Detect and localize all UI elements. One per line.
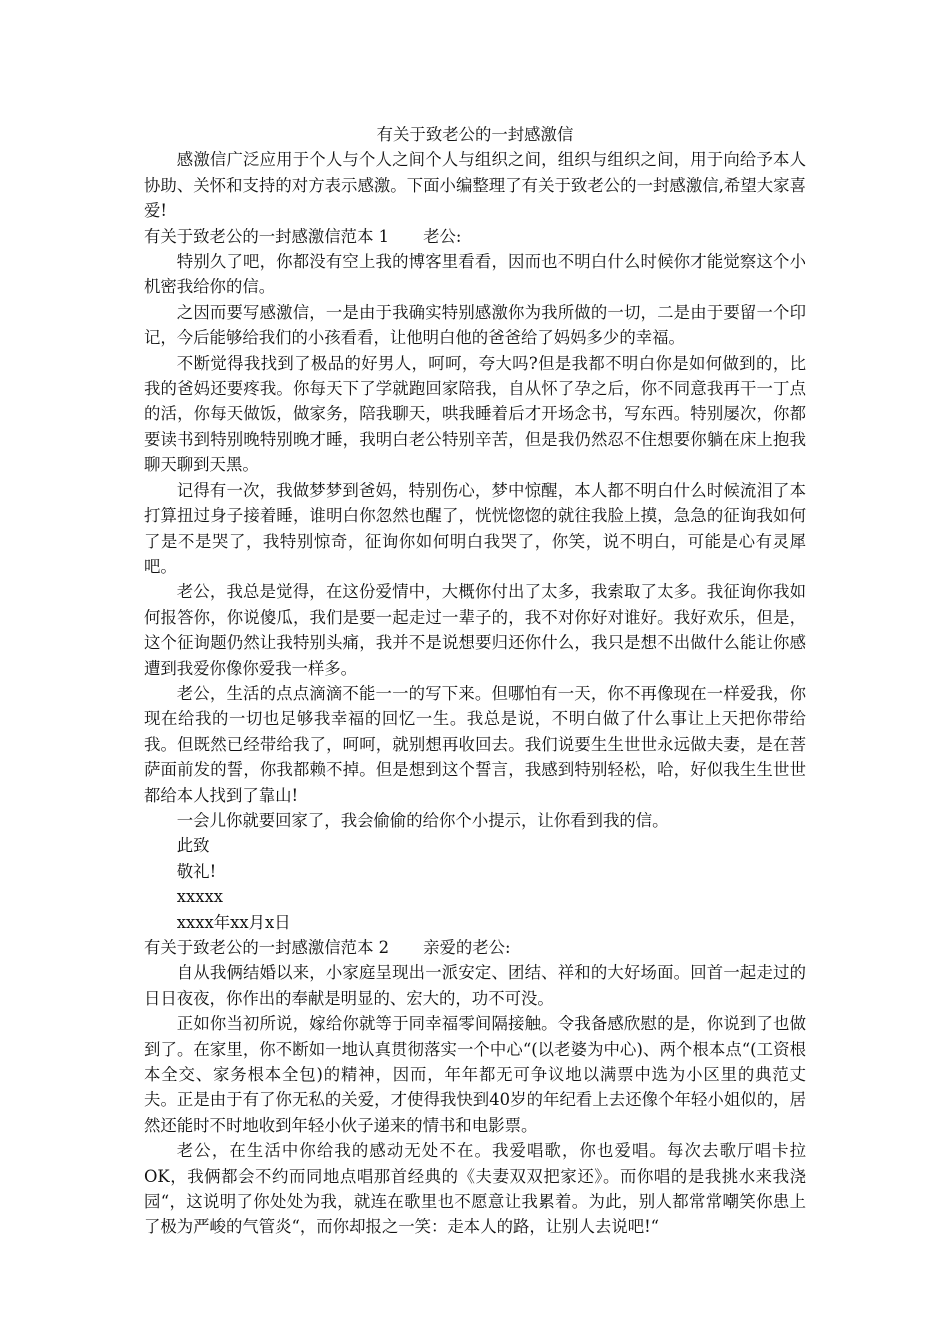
letter-date: xxxx年xx月x日	[176, 912, 291, 932]
sample-1-paragraph: 老公，生活的点点滴滴不能一一的写下来。但哪怕有一天，你不再像现在一样爱我，你现在给我的一切也足够我幸福的回忆一生。我总是说，不明白做了什么事让上天把你带给我。但既然已经带给我了，呵呵，就别想再收回去。我们说要生生世世永远做夫妻，是在菩萨面前发的誓，你我都赖不掉。但是想到这个誓言，我感到特别轻松，哈，好似我生生世世都给本人找到了靠山!	[144, 683, 806, 805]
signature: xxxxx	[176, 887, 224, 907]
sample-1-heading	[144, 224, 806, 249]
sample-2-heading-text: 有关于致老公的一封感激信范本 2	[144, 938, 390, 957]
intro-paragraph: 感激信广泛应用于个人与个人之间个人与组织之间，组织与组织之间，用于向给予本人协助、关怀和支持的对方表示感激。下面小编整理了有关于致老公的一封感激信,希望大家喜爱!	[144, 150, 806, 221]
sample-1-paragraph: 之因而要写感激信，一是由于我确实特别感激你为我所做的一切，二是由于要留一个印记，今后能够给我们的小孩看看，让他明白他的爸爸给了妈妈多少的幸福。	[144, 302, 806, 348]
sample-1-section	[144, 224, 806, 935]
sample-1-salutation: 老公:	[423, 226, 462, 246]
sample-1-paragraph: 一会儿你就要回家了，我会偷偷的给你个小提示，让你看到我的信。	[176, 810, 669, 830]
sample-2-paragraph: 正如你当初所说，嫁给你就等于同幸福零间隔接触。令我备感欣慰的是，你说到了也做到了。在家里，你不断如一地认真贯彻落实一个中心“(以老婆为中心)、两个根本点“(工资根本全交、家务根本全包)的精神，因而，年年都无可争议地以满票中选为小区里的典范丈夫。正是由于有了你无私的关爱，才使得我快到40岁的年纪看上去还像个年轻小姐似的，居然还能时不时地收到年轻小伙子递来的情书和电影票。	[144, 1014, 806, 1135]
sample-2-salutation: 亲爱的老公:	[423, 938, 511, 957]
sample-2-paragraph: 老公，在生活中你给我的感动无处不在。我爱唱歌，你也爱唱。每次去歌厅唱卡拉OK，我俩都会不约而同地点唱那首经典的《夫妻双双把家还》。而你唱的是我挑水来我浇园“，这说明了你处处为我，就连在歌里也不愿意让我累着。为此，别人都常常嘲笑你患上了极为严峻的气管炎“，而你却报之一笑：走本人的路，让别人去说吧!“	[144, 1141, 806, 1237]
sample-2-paragraph: 自从我俩结婚以来，小家庭呈现出一派安定、团结、祥和的大好场面。回首一起走过的日日夜夜，你作出的奉献是明显的、宏大的，功不可没。	[144, 963, 806, 1008]
closing-salute: 敬礼!	[176, 861, 217, 881]
sample-1-paragraph: 记得有一次，我做梦梦到爸妈，特别伤心，梦中惊醒，本人都不明白什么时候流泪了本打算扭过身子接着睡，谁明白你忽然也醒了，恍恍惚惚的就往我脸上摸，急急的征询我如何了是不是哭了，我特别惊奇，征询你如何明白我哭了，你笑，说不明白，可能是心有灵犀吧。	[144, 480, 806, 576]
sample-1-paragraph: 老公，我总是觉得，在这份爱情中，大概你付出了太多，我索取了太多。我征询你我如何报答你，你说傻瓜，我们是要一起走过一辈子的，我不对你好对谁好。我好欢乐，但是，这个征询题仍然让我特别头痛，我并不是说想要归还你什么，我只是想不出做什么能让你感遭到我爱你像你爱我一样多。	[144, 582, 806, 678]
sample-1-paragraph: 不断觉得我找到了极品的好男人，呵呵，夸大吗?但是我都不明白你是如何做到的，比我的爸妈还要疼我。你每天下了学就跑回家陪我，自从怀了孕之后，你不同意我再干一丁点的活，你每天做饭，做家务，陪我聊天，哄我睡着后才开场念书，写东西。特别屡次，你都要读书到特别晚特别晚才睡，我明白老公特别辛苦，但是我仍然忍不住想要你躺在床上抱我聊天聊到天黑。	[144, 353, 806, 475]
sample-1-paragraph: 特别久了吧，你都没有空上我的博客里看看，因而也不明白什么时候你才能觉察这个小机密我给你的信。	[144, 252, 806, 297]
sample-2-heading	[144, 935, 806, 960]
closing-greeting: 此致	[176, 836, 210, 856]
sample-2-section	[144, 935, 806, 1240]
document-page	[144, 122, 806, 1240]
sample-1-heading-text: 有关于致老公的一封感激信范本 1	[144, 226, 390, 246]
document-title: 有关于致老公的一封感激信	[376, 125, 574, 144]
